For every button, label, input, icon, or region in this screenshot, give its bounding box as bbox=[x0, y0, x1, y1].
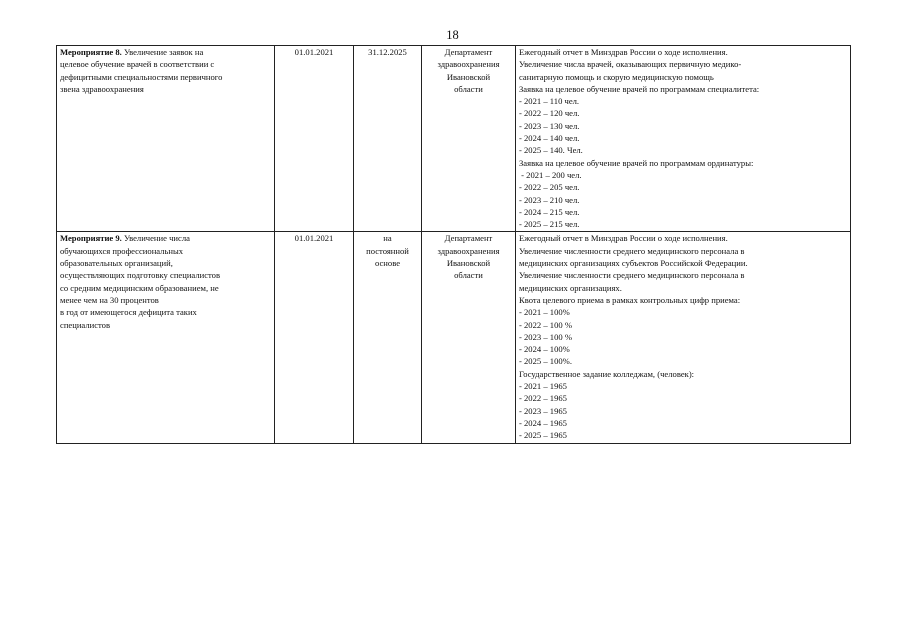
measure-title: Мероприятие 9. bbox=[60, 233, 122, 244]
measure-description: специалистов bbox=[60, 319, 111, 330]
table-row bbox=[57, 232, 851, 443]
result-line: - 2021 – 100% bbox=[519, 307, 570, 318]
result-line: - 2021 – 1965 bbox=[519, 381, 567, 392]
measure-title: Мероприятие 8. bbox=[60, 47, 122, 57]
executor-line: Департамент bbox=[444, 233, 493, 244]
result-line: Квота целевого приема в рамках контрольных цифр приема: bbox=[519, 294, 741, 305]
result-line: - 2025 – 100%. bbox=[519, 356, 572, 367]
page-number: 18 bbox=[446, 28, 459, 42]
result-line: - 2023 – 130 чел. bbox=[519, 120, 580, 131]
result-line: - 2025 – 215 чел. bbox=[519, 219, 580, 230]
result-line: - 2023 – 210 чел. bbox=[519, 194, 580, 205]
measure-name-cell bbox=[57, 46, 275, 232]
result-line: - 2022 – 1965 bbox=[519, 393, 567, 404]
measure-description: со средним медицинским образованием, не bbox=[60, 282, 219, 293]
executor-line: здравоохранения bbox=[437, 245, 500, 256]
executor-line: здравоохранения bbox=[437, 59, 500, 70]
result-line: медицинских организациях субъектов Российской Федерации. bbox=[519, 258, 748, 269]
result-line: - 2025 – 1965 bbox=[519, 430, 567, 441]
measure-description: менее чем на 30 процентов bbox=[60, 294, 159, 305]
result-line: - 2025 – 140. Чел. bbox=[519, 145, 583, 156]
result-line: Государственное задание колледжам, (человек): bbox=[519, 368, 695, 379]
measure-description: звена здравоохранения bbox=[60, 83, 144, 94]
start-date-cell: 01.01.2021 bbox=[275, 46, 354, 232]
measure-description: Увеличение числа bbox=[123, 233, 190, 244]
measures-table bbox=[56, 45, 851, 444]
result-line: - 2021 – 110 чел. bbox=[519, 96, 580, 107]
result-line: Заявка на целевое обучение врачей по программам специалитета: bbox=[519, 83, 760, 94]
result-line: - 2023 – 1965 bbox=[519, 405, 567, 416]
end-term-line: постоянной bbox=[366, 245, 409, 256]
results-cell bbox=[516, 232, 851, 443]
executor-cell bbox=[422, 46, 516, 232]
start-date-cell: 01.01.2021 bbox=[275, 232, 354, 443]
result-line: Заявка на целевое обучение врачей по программам ординатуры: bbox=[519, 157, 754, 168]
end-date-cell bbox=[354, 232, 422, 443]
measure-description: осуществляющих подготовку специалистов bbox=[60, 270, 221, 281]
result-line: Ежегодный отчет в Минздрав России о ходе исполнения. bbox=[519, 233, 728, 244]
result-line: - 2022 – 100 % bbox=[519, 319, 572, 330]
measure-description: целевое обучение врачей в соответствии с bbox=[60, 59, 215, 70]
result-line: санитарную помощь и скорую медицинскую помощь bbox=[519, 71, 714, 82]
result-line: - 2024 – 1965 bbox=[519, 417, 567, 428]
result-line: Увеличение числа врачей, оказывающих первичную медико- bbox=[519, 59, 742, 70]
result-line: Увеличение численности среднего медицинского персонала в bbox=[519, 270, 745, 281]
end-term-line: на bbox=[383, 233, 392, 244]
executor-line: Ивановской bbox=[446, 71, 491, 82]
result-line: Увеличение численности среднего медицинского персонала в bbox=[519, 245, 745, 256]
result-line: - 2024 – 100% bbox=[519, 344, 570, 355]
result-line: - 2024 – 140 чел. bbox=[519, 133, 580, 144]
executor-line: области bbox=[454, 83, 483, 94]
executor-line: Департамент bbox=[444, 47, 493, 57]
results-cell bbox=[516, 46, 851, 232]
result-line: медицинских организациях. bbox=[519, 282, 622, 293]
result-line: - 2023 – 100 % bbox=[519, 331, 572, 342]
measure-description: в год от имеющегося дефицита таких bbox=[60, 307, 197, 318]
measure-name-cell bbox=[57, 232, 275, 443]
measure-description: Увеличение заявок на bbox=[123, 47, 204, 57]
table-row bbox=[57, 46, 851, 232]
result-line: - 2022 – 120 чел. bbox=[519, 108, 580, 119]
result-line: - 2021 – 200 чел. bbox=[519, 169, 582, 180]
measure-description: дефицитными специальностями первичного bbox=[60, 71, 223, 82]
measure-description: образовательных организаций, bbox=[60, 258, 173, 269]
result-line: Ежегодный отчет в Минздрав России о ходе исполнения. bbox=[519, 47, 728, 57]
result-line: - 2022 – 205 чел. bbox=[519, 182, 580, 193]
measure-description: обучающихся профессиональных bbox=[60, 245, 184, 256]
result-line: - 2024 – 215 чел. bbox=[519, 206, 580, 217]
end-date-cell: 31.12.2025 bbox=[354, 46, 422, 232]
executor-line: Ивановской bbox=[446, 258, 491, 269]
executor-cell bbox=[422, 232, 516, 443]
end-term-line: основе bbox=[374, 258, 401, 269]
executor-line: области bbox=[454, 270, 483, 281]
